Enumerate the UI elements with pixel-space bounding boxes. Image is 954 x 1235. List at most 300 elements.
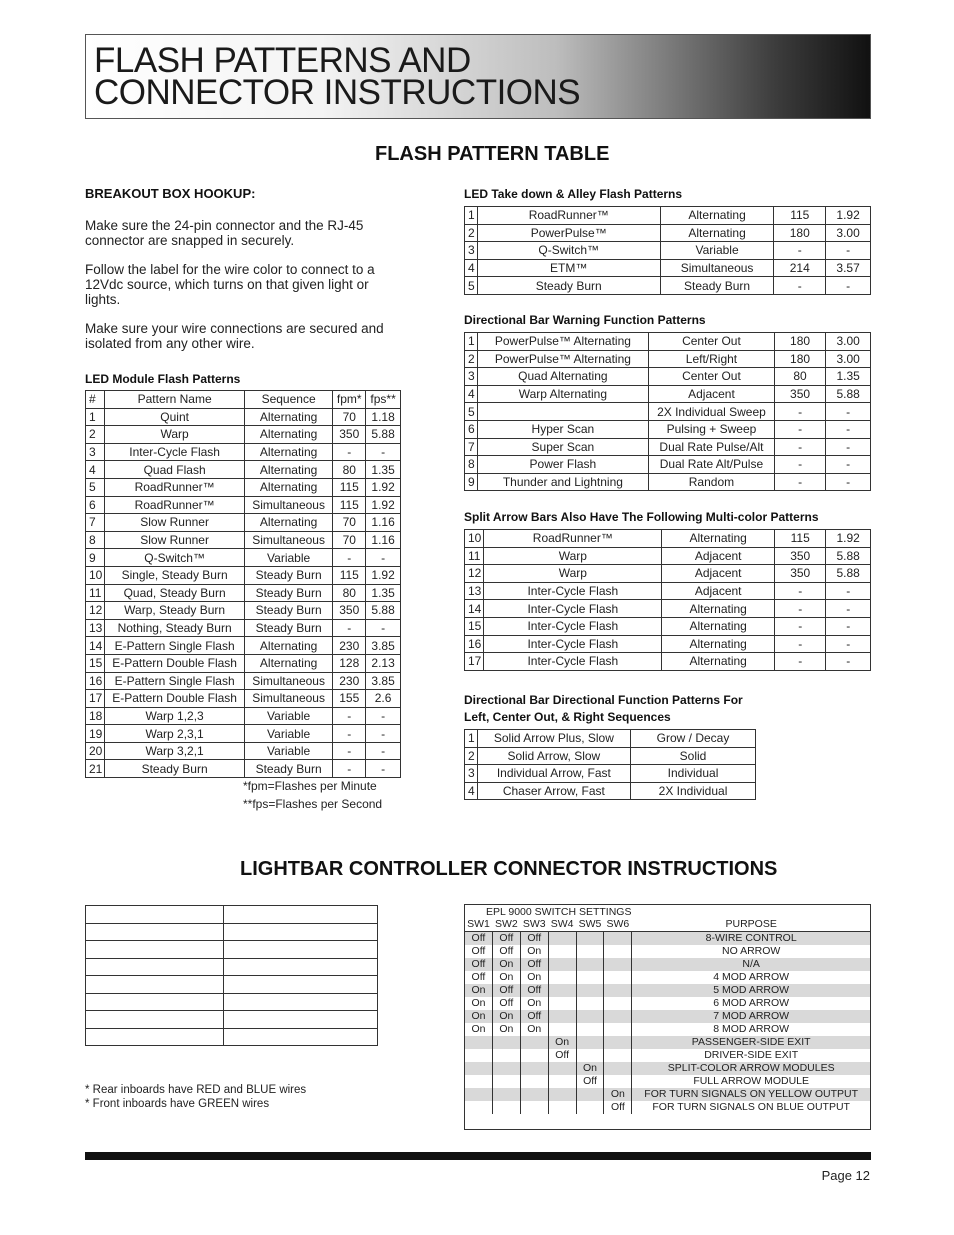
inboard-notes <box>85 1083 306 1111</box>
table-cell: 5.88 <box>826 547 871 565</box>
switch-value <box>576 1049 604 1062</box>
switch-value <box>520 1049 548 1062</box>
title-line-2: CONNECTOR INSTRUCTIONS <box>94 73 581 112</box>
table-row <box>465 730 756 748</box>
table-cell: Single, Steady Burn <box>105 566 245 584</box>
table-row <box>465 747 756 765</box>
connector-cell <box>86 958 224 976</box>
table-cell: - <box>826 617 871 635</box>
warning-table <box>464 332 871 491</box>
switch-value: On <box>465 997 493 1010</box>
table-cell: 5.88 <box>826 565 871 583</box>
table-cell: E-Pattern Single Flash <box>105 637 245 655</box>
table-cell: - <box>826 600 871 618</box>
switch-value <box>548 997 576 1010</box>
table-cell: Inter-Cycle Flash <box>484 582 662 600</box>
breakout-paragraph-1: Make sure the 24-pin connector and the RJ-45 connector are snapped in securely. <box>85 218 364 248</box>
switch-value <box>604 997 632 1010</box>
switch-value <box>548 958 576 971</box>
switch-value <box>576 1036 604 1049</box>
switch-value <box>604 971 632 984</box>
table-cell: Grow / Decay <box>631 730 756 748</box>
table-cell: Adjacent <box>662 582 775 600</box>
table-cell: Q-Switch™ <box>477 242 660 260</box>
breakout-paragraph-2: Follow the label for the wire color to connect to a 12Vdc source, which turns on that given light or lights. <box>85 262 375 307</box>
table-row <box>465 653 871 671</box>
switch-value: Off <box>465 932 493 946</box>
table-cell: 155 <box>333 690 366 708</box>
led-module-title: LED Module Flash Patterns <box>85 372 241 386</box>
table-cell: Steady Burn <box>660 277 774 295</box>
switch-value <box>492 1088 520 1101</box>
table-row <box>465 582 871 600</box>
table-row <box>86 584 401 602</box>
table-cell: Dual Rate Alt/Pulse <box>649 456 775 474</box>
switch-purpose: 8-WIRE CONTROL <box>632 932 871 946</box>
switch-value: Off <box>465 945 493 958</box>
switch-value <box>576 1088 604 1101</box>
switch-value: Off <box>492 997 520 1010</box>
table-cell: 230 <box>333 637 366 655</box>
table-cell: Solid Arrow Plus, Slow <box>477 730 630 748</box>
table-cell: Alternating <box>244 461 332 479</box>
table-cell: 4 <box>465 385 478 403</box>
column-header: # <box>86 391 105 409</box>
connector-row <box>86 941 378 959</box>
switch-value: On <box>465 984 493 997</box>
connector-cell <box>86 923 224 941</box>
table-row <box>465 547 871 565</box>
table-cell: 3 <box>465 242 478 260</box>
switch-column-header: SW3 <box>520 918 548 932</box>
table-cell: Slow Runner <box>105 514 245 532</box>
table-cell: 18 <box>86 707 105 725</box>
table-cell: 12 <box>86 602 105 620</box>
table-cell: Simultaneous <box>660 259 774 277</box>
table-row <box>465 242 871 260</box>
table-cell: 16 <box>86 672 105 690</box>
switch-value <box>465 1088 493 1101</box>
table-cell: 6 <box>465 420 478 438</box>
table-cell: 350 <box>774 385 825 403</box>
fps-note: **fps=Flashes per Second <box>243 797 383 811</box>
table-cell: Inter-Cycle Flash <box>484 653 662 671</box>
connector-row <box>86 1011 378 1029</box>
table-cell: - <box>366 742 401 760</box>
table-cell: 1 <box>465 730 478 748</box>
table-cell: 5.88 <box>366 426 401 444</box>
table-cell: 3 <box>465 765 478 783</box>
table-cell: 3 <box>86 443 105 461</box>
table-cell: 1.92 <box>366 566 401 584</box>
table-cell: - <box>333 619 366 637</box>
switch-value: On <box>576 1062 604 1075</box>
table-cell: 115 <box>775 530 826 548</box>
table-cell: 9 <box>465 473 478 491</box>
switch-value <box>520 1075 548 1088</box>
table-cell: 3 <box>465 368 478 386</box>
switch-value <box>604 1075 632 1088</box>
table-cell: 1.18 <box>366 408 401 426</box>
table-cell: 2 <box>465 747 478 765</box>
table-cell: 4 <box>465 782 478 800</box>
switch-purpose: FULL ARROW MODULE <box>632 1075 871 1088</box>
table-cell: 115 <box>333 478 366 496</box>
table-cell: - <box>826 582 871 600</box>
connector-cell <box>86 906 224 924</box>
table-cell: - <box>333 760 366 778</box>
table-cell: 13 <box>465 582 484 600</box>
switch-purpose: 5 MOD ARROW <box>632 984 871 997</box>
table-cell: Steady Burn <box>244 602 332 620</box>
switch-value <box>548 984 576 997</box>
table-cell: E-Pattern Single Flash <box>105 672 245 690</box>
table-cell: - <box>366 707 401 725</box>
switch-value <box>465 1062 493 1075</box>
table-cell: 115 <box>333 496 366 514</box>
table-cell: Warp, Steady Burn <box>105 602 245 620</box>
table-row <box>86 549 401 567</box>
switch-value <box>576 1023 604 1036</box>
table-cell: 2.6 <box>366 690 401 708</box>
table-cell <box>477 403 648 421</box>
switch-value: On <box>520 971 548 984</box>
table-cell: 3.85 <box>366 672 401 690</box>
table-cell: 1.92 <box>366 478 401 496</box>
table-row <box>86 566 401 584</box>
table-cell: Solid Arrow, Slow <box>477 747 630 765</box>
table-cell: 80 <box>333 461 366 479</box>
connector-cell <box>86 1028 224 1046</box>
table-row <box>86 619 401 637</box>
switch-value <box>492 1049 520 1062</box>
table-cell: 1.35 <box>366 461 401 479</box>
table-cell: Warp 1,2,3 <box>105 707 245 725</box>
switch-value <box>492 1062 520 1075</box>
switch-row <box>465 945 871 958</box>
table-row <box>86 654 401 672</box>
table-cell: Steady Burn <box>244 584 332 602</box>
table-row <box>86 707 401 725</box>
page-title <box>94 41 581 112</box>
table-cell: 19 <box>86 725 105 743</box>
table-cell: Individual Arrow, Fast <box>477 765 630 783</box>
connector-table <box>85 905 378 1046</box>
table-cell: RoadRunner™ <box>477 207 660 225</box>
title-banner <box>85 34 871 119</box>
table-cell: Variable <box>660 242 774 260</box>
table-cell: 3.00 <box>826 333 871 351</box>
table-cell: - <box>366 725 401 743</box>
table-row <box>465 350 871 368</box>
switch-row <box>465 971 871 984</box>
led-module-table <box>85 390 401 778</box>
warning-title: Directional Bar Warning Function Patterns <box>464 313 706 327</box>
table-cell: 4 <box>86 461 105 479</box>
switch-value <box>604 958 632 971</box>
switch-value <box>548 1062 576 1075</box>
table-cell: PowerPulse™ <box>477 224 660 242</box>
table-cell: 128 <box>333 654 366 672</box>
switch-column-header: SW6 <box>604 918 632 932</box>
connector-cell <box>223 958 377 976</box>
switch-row <box>465 1088 871 1101</box>
switch-value: Off <box>548 1049 576 1062</box>
table-cell: Inter-Cycle Flash <box>484 600 662 618</box>
table-cell: 1 <box>86 408 105 426</box>
table-row <box>465 403 871 421</box>
table-cell: Alternating <box>662 617 775 635</box>
table-cell: Super Scan <box>477 438 648 456</box>
table-cell: - <box>366 619 401 637</box>
table-cell: 1.92 <box>366 496 401 514</box>
table-cell: Alternating <box>662 600 775 618</box>
table-cell: Warp Alternating <box>477 385 648 403</box>
table-cell: RoadRunner™ <box>484 530 662 548</box>
table-cell: 12 <box>465 565 484 583</box>
table-cell: Inter-Cycle Flash <box>484 617 662 635</box>
switch-value <box>548 1023 576 1036</box>
table-cell: - <box>366 760 401 778</box>
switch-value: Off <box>520 932 548 946</box>
switch-value: On <box>548 1036 576 1049</box>
table-cell: Alternating <box>662 635 775 653</box>
table-cell: 115 <box>333 566 366 584</box>
table-cell: - <box>333 707 366 725</box>
connector-row <box>86 1028 378 1046</box>
connector-cell <box>86 976 224 994</box>
switch-purpose: FOR TURN SIGNALS ON YELLOW OUTPUT <box>632 1088 871 1101</box>
table-row <box>465 438 871 456</box>
table-cell: 2X Individual <box>631 782 756 800</box>
switch-settings-table <box>464 918 871 1114</box>
switch-value <box>520 1062 548 1075</box>
switch-value <box>492 1101 520 1114</box>
table-row <box>465 635 871 653</box>
table-cell: 14 <box>86 637 105 655</box>
table-cell: 7 <box>86 514 105 532</box>
table-cell: Adjacent <box>662 547 775 565</box>
switch-value: Off <box>604 1101 632 1114</box>
table-cell: 2 <box>465 350 478 368</box>
table-cell: 3.00 <box>826 350 871 368</box>
table-cell: 6 <box>86 496 105 514</box>
table-cell: 17 <box>86 690 105 708</box>
switch-value <box>604 932 632 946</box>
table-row <box>465 333 871 351</box>
switch-purpose: PASSENGER-SIDE EXIT <box>632 1036 871 1049</box>
table-cell: 70 <box>333 408 366 426</box>
table-row <box>465 277 871 295</box>
column-header: Pattern Name <box>105 391 245 409</box>
directional-title-line-2: Left, Center Out, & Right Sequences <box>464 710 671 724</box>
table-row <box>86 408 401 426</box>
table-cell: 21 <box>86 760 105 778</box>
table-row <box>465 765 756 783</box>
table-row <box>86 531 401 549</box>
table-cell: 214 <box>774 259 826 277</box>
table-cell: 17 <box>465 653 484 671</box>
table-cell: Hyper Scan <box>477 420 648 438</box>
table-cell: Adjacent <box>662 565 775 583</box>
switch-value <box>492 1075 520 1088</box>
switch-value <box>465 1075 493 1088</box>
switch-purpose: 8 MOD ARROW <box>632 1023 871 1036</box>
connector-cell <box>223 993 377 1011</box>
table-cell: - <box>775 617 826 635</box>
table-cell: 180 <box>774 350 825 368</box>
table-cell: - <box>775 582 826 600</box>
table-row <box>465 782 756 800</box>
table-cell: 180 <box>774 224 826 242</box>
table-cell: PowerPulse™ Alternating <box>477 350 648 368</box>
switch-value <box>576 1010 604 1023</box>
switch-value <box>576 932 604 946</box>
table-row <box>465 456 871 474</box>
switch-value <box>604 984 632 997</box>
column-header: Sequence <box>244 391 332 409</box>
table-cell: Warp 3,2,1 <box>105 742 245 760</box>
table-cell: RoadRunner™ <box>105 496 245 514</box>
table-cell: Warp 2,3,1 <box>105 725 245 743</box>
breakout-paragraph-3: Make sure your wire connections are secured and isolated from any other wire. <box>85 321 384 351</box>
table-cell: - <box>366 549 401 567</box>
takedown-table <box>464 206 871 295</box>
table-cell: Alternating <box>662 530 775 548</box>
switch-row <box>465 1049 871 1062</box>
switch-value <box>576 971 604 984</box>
table-row <box>86 478 401 496</box>
table-cell: Dual Rate Pulse/Alt <box>649 438 775 456</box>
table-cell: 1.35 <box>366 584 401 602</box>
switch-value: On <box>520 1023 548 1036</box>
table-cell: Variable <box>244 742 332 760</box>
flash-pattern-table-heading: FLASH PATTERN TABLE <box>375 143 610 165</box>
table-cell: Simultaneous <box>244 531 332 549</box>
table-cell: 5.88 <box>366 602 401 620</box>
table-cell: 15 <box>465 617 484 635</box>
table-cell: 1.16 <box>366 531 401 549</box>
switch-value <box>465 1036 493 1049</box>
table-cell: Alternating <box>244 443 332 461</box>
table-row <box>465 224 871 242</box>
table-cell: Center Out <box>649 333 775 351</box>
table-cell: 350 <box>775 547 826 565</box>
table-cell: 10 <box>86 566 105 584</box>
table-cell: - <box>774 242 826 260</box>
table-cell: 3.57 <box>826 259 871 277</box>
table-row <box>465 565 871 583</box>
table-cell: 16 <box>465 635 484 653</box>
directional-title-line-1: Directional Bar Directional Function Patterns For <box>464 693 743 707</box>
table-row <box>86 637 401 655</box>
switch-value <box>604 1049 632 1062</box>
table-cell: ETM™ <box>477 259 660 277</box>
connector-cell <box>223 906 377 924</box>
switch-value: On <box>492 958 520 971</box>
table-cell: 1 <box>465 333 478 351</box>
switch-value <box>604 1010 632 1023</box>
switch-value: Off <box>492 932 520 946</box>
switch-value: On <box>604 1088 632 1101</box>
switch-purpose: NO ARROW <box>632 945 871 958</box>
title-line-1: FLASH PATTERNS AND <box>94 41 471 80</box>
table-cell: 8 <box>86 531 105 549</box>
switch-value: Off <box>576 1075 604 1088</box>
rear-inboard-note: * Rear inboards have RED and BLUE wires <box>85 1084 307 1096</box>
table-cell: Pulsing + Sweep <box>649 420 775 438</box>
table-cell: Warp <box>484 547 662 565</box>
table-row <box>86 426 401 444</box>
switch-value <box>604 945 632 958</box>
switch-value <box>548 971 576 984</box>
switch-value: Off <box>465 958 493 971</box>
table-cell: Power Flash <box>477 456 648 474</box>
switch-value <box>576 984 604 997</box>
switch-value <box>548 1088 576 1101</box>
switch-value: Off <box>492 984 520 997</box>
table-cell: Quad Alternating <box>477 368 648 386</box>
table-header-row <box>86 391 401 409</box>
table-cell: Steady Burn <box>244 619 332 637</box>
switch-value <box>492 1036 520 1049</box>
table-cell: Alternating <box>662 653 775 671</box>
breakout-heading: BREAKOUT BOX HOOKUP: <box>85 186 256 201</box>
table-cell: 8 <box>465 456 478 474</box>
switch-purpose: DRIVER-SIDE EXIT <box>632 1049 871 1062</box>
table-cell: - <box>333 725 366 743</box>
switch-value: On <box>520 945 548 958</box>
directional-title <box>464 692 743 726</box>
switch-value: Off <box>520 984 548 997</box>
table-cell: - <box>826 403 871 421</box>
table-cell: 13 <box>86 619 105 637</box>
connector-cell <box>86 993 224 1011</box>
table-row <box>86 742 401 760</box>
table-cell: Simultaneous <box>244 496 332 514</box>
connector-cell <box>223 923 377 941</box>
table-cell: 2 <box>465 224 478 242</box>
connector-cell <box>223 941 377 959</box>
switch-value <box>520 1036 548 1049</box>
table-cell: Center Out <box>649 368 775 386</box>
table-cell: Q-Switch™ <box>105 549 245 567</box>
table-cell: Adjacent <box>649 385 775 403</box>
table-cell: 5.88 <box>826 385 871 403</box>
connector-row <box>86 958 378 976</box>
switch-value: On <box>492 1010 520 1023</box>
table-row <box>86 602 401 620</box>
table-cell: 11 <box>465 547 484 565</box>
table-cell: Steady Burn <box>244 566 332 584</box>
switch-value: Off <box>492 945 520 958</box>
switch-value: Off <box>520 958 548 971</box>
table-cell: 5 <box>465 277 478 295</box>
switch-header-row <box>465 918 871 932</box>
table-row <box>86 496 401 514</box>
table-cell: Quad, Steady Burn <box>105 584 245 602</box>
switch-purpose: N/A <box>632 958 871 971</box>
switch-value: Off <box>520 1010 548 1023</box>
table-cell: - <box>826 420 871 438</box>
split-title: Split Arrow Bars Also Have The Following Multi-color Patterns <box>464 510 819 524</box>
table-cell: Variable <box>244 549 332 567</box>
connector-row <box>86 993 378 1011</box>
table-cell: 2.13 <box>366 654 401 672</box>
connector-cell <box>223 976 377 994</box>
table-cell: Quint <box>105 408 245 426</box>
table-cell: E-Pattern Double Flash <box>105 690 245 708</box>
